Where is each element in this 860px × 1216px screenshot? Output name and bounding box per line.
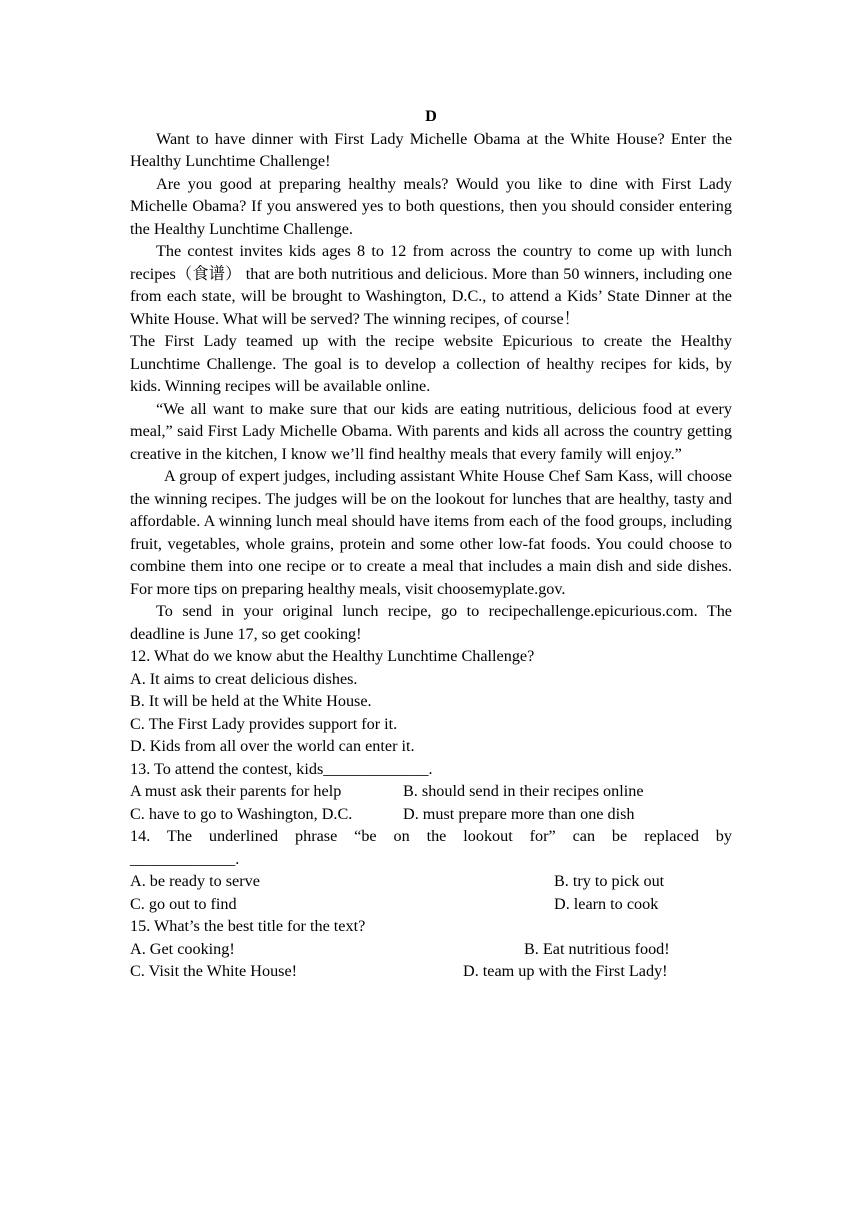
question-14	[130, 825, 732, 915]
answer-blank: _____________.	[130, 849, 240, 868]
question-stem: 13. To attend the contest, kids_____________.	[130, 759, 433, 778]
question-12	[130, 645, 732, 758]
option-c: C. Visit the White House!	[130, 962, 298, 980]
question-13	[130, 758, 732, 826]
option-a: A must ask their parents for help	[130, 782, 342, 800]
question-stem: 14. The underlined phrase “be on the lookout for” can be replaced by	[130, 827, 732, 845]
question-stem: 12. What do we know abut the Healthy Lunchtime Challenge?	[130, 647, 535, 665]
document-page	[130, 105, 732, 983]
option-c: C. have to go to Washington, D.C.	[130, 804, 353, 823]
paragraph-quote: “We all want to make sure that our kids are eating nutritious, delicious food at every meal,” said First Lady Michelle Obama. With parents and kids all across the country getting creative in the kitchen, I know we’ll find healthy meals that every family will enjoy.”	[130, 399, 732, 463]
option-b: B. It will be held at the White House.	[130, 692, 372, 710]
question-stem: 15. What’s the best title for the text?	[130, 917, 366, 935]
option-c: C. go out to find	[130, 894, 237, 913]
paragraph-contest: The contest invites kids ages 8 to 12 from across the country to come up with lunch recipes（食谱） that are both nutritious and delicious. More than 50 winners, including one from each state, will be brought to Washington, D.C., to attend a Kids’ State Dinner at the White House. What will be served? The winning recipes, of course！	[130, 242, 732, 328]
option-c: C. The First Lady provides support for it.	[130, 714, 398, 733]
option-b: B. try to pick out	[554, 872, 665, 890]
option-d: D. must prepare more than one dish	[403, 804, 635, 823]
options-row	[130, 960, 732, 983]
paragraph-judges: A group of expert judges, including assistant White House Chef Sam Kass, will choose the winning recipes. The judges will be on the lookout for lunches that are healthy, tasty and affordable. A winning lunch meal should have items from each of the food groups, including fruit, vegetables, whole grains, protein and some other low-fat foods. You could choose to combine them into one recipe or to create a meal that includes a main dish and side dishes. For more tips on preparing healthy meals, visit choosemyplate.gov.	[130, 467, 732, 598]
paragraph-question: Are you good at preparing healthy meals? Would you like to dine with First Lady Michelle Obama? If you answered yes to both questions, then you should consider entering the Healthy Lunchtime Challenge.	[130, 174, 732, 238]
option-d: D. learn to cook	[554, 894, 659, 913]
options-row	[130, 893, 732, 916]
option-b: B. should send in their recipes online	[403, 782, 644, 800]
paragraph-first-lady: The First Lady teamed up with the recipe website Epicurious to create the Healthy Lunchtime Challenge. The goal is to develop a collection of healthy recipes for kids, by kids. Winning recipes will be available online.	[130, 332, 732, 395]
option-d: D. Kids from all over the world can enter it.	[130, 737, 415, 755]
option-a: A. It aims to creat delicious dishes.	[130, 669, 358, 688]
options-row	[130, 803, 732, 826]
section-title: D	[425, 107, 437, 125]
options-row	[130, 780, 732, 803]
paragraph-deadline: To send in your original lunch recipe, go to recipechallenge.epicurious.com. The deadline is June 17, so get cooking!	[130, 602, 732, 643]
option-a: A. be ready to serve	[130, 872, 260, 890]
question-15	[130, 915, 732, 983]
options-row	[130, 938, 732, 961]
option-a: A. Get cooking!	[130, 939, 235, 958]
options-row	[130, 870, 732, 893]
paragraph-intro: Want to have dinner with First Lady Michelle Obama at the White House? Enter the Healthy Lunchtime Challenge!	[130, 129, 732, 170]
option-d: D. team up with the First Lady!	[463, 962, 668, 980]
option-b: B. Eat nutritious food!	[524, 939, 670, 958]
